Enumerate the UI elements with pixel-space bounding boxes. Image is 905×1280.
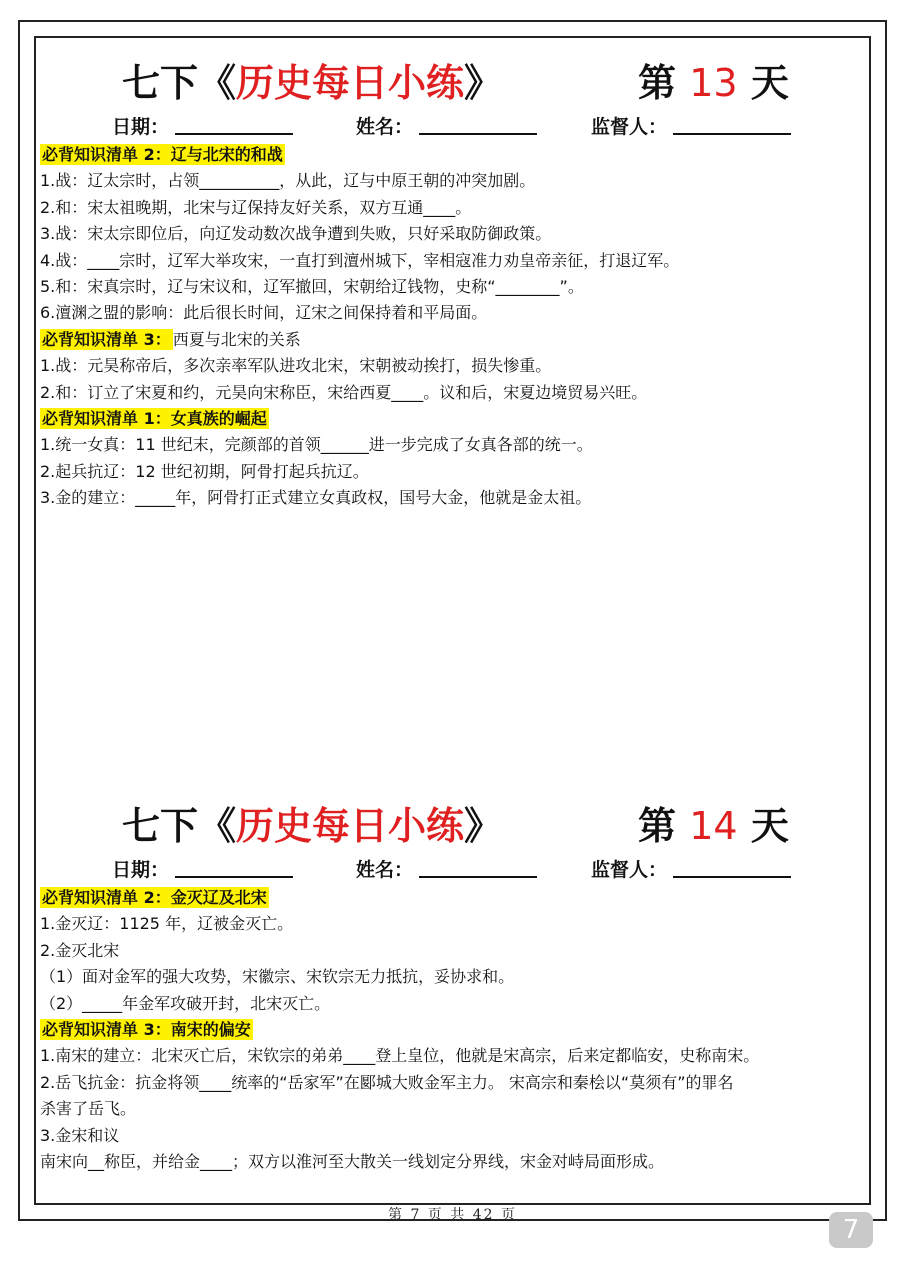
section-heading-row <box>40 406 865 432</box>
line-text: 西夏与北宋的关系 <box>172 329 301 349</box>
highlighted-heading: 必背知识清单 3：南宋的偏安 <box>42 1019 251 1039</box>
content-line <box>40 432 865 458</box>
content-line <box>40 991 865 1017</box>
day13-title <box>40 44 865 108</box>
line-text: 1.战：辽太宗时，占领__________，从此，辽与中原王朝的冲突加剧。 <box>40 171 536 191</box>
content-line <box>40 964 865 990</box>
content-line <box>40 1070 865 1096</box>
line-text: 3.金宋和议 <box>40 1125 120 1145</box>
content-line <box>40 1043 865 1069</box>
date-field: 日期： <box>112 112 293 139</box>
content-line <box>40 168 865 194</box>
line-text: 2.岳飞抗金：抗金将领____统率的“岳家军”在郾城大败金军主力。 宋高宗和秦桧以“莫须有”的罪名 <box>40 1072 734 1092</box>
content-line <box>40 274 865 300</box>
day14-section <box>40 787 865 1175</box>
line-text: 6.澶渊之盟的影响：此后很长时间，辽宋之间保持着和平局面。 <box>40 303 488 323</box>
line-text: 1.统一女真：11 世纪末，完颜部的首领______进一步完成了女真各部的统一。 <box>40 435 593 455</box>
content-line <box>40 353 865 379</box>
content-line <box>40 1149 865 1175</box>
content-line <box>40 1096 865 1122</box>
line-text: 南宋向__称臣，并给金____；双方以淮河至大散关一线划定分界线，宋金对峙局面形成。 <box>40 1151 665 1171</box>
line-text: 1.战：元昊称帝后，多次亲率军队进攻北宋，宋朝被动挨打，损失惨重。 <box>40 356 552 376</box>
highlighted-heading: 必背知识清单 2：金灭辽及北宋 <box>42 888 267 907</box>
line-text: 杀害了岳飞。 <box>40 1099 137 1119</box>
line-text: 1.南宋的建立：北宋灭亡后，宋钦宗的弟弟____登上皇位，他就是宋高宗，后来定都临安，史称南宋。 <box>40 1046 760 1066</box>
day14-title <box>40 787 865 851</box>
content-line <box>40 300 865 326</box>
day13-main-title: 七下《历史每日小练》 <box>122 60 503 105</box>
content-line <box>40 911 865 937</box>
line-text: （1）面对金军的强大攻势，宋徽宗、宋钦宗无力抵抗，妥协求和。 <box>40 967 515 987</box>
day13-content <box>40 142 865 511</box>
name-field: 姓名： <box>356 855 537 882</box>
section-heading-row <box>40 1017 865 1043</box>
day13-info-row <box>40 108 865 142</box>
section-heading-row <box>40 885 865 911</box>
day14-main-title: 七下《历史每日小练》 <box>122 803 503 848</box>
day13-section <box>40 44 865 511</box>
page-footer: 第 7 页 共 42 页 <box>388 1207 517 1223</box>
supervisor-field: 监督人： <box>591 112 791 139</box>
highlighted-heading: 必背知识清单 3： <box>42 329 171 349</box>
section-heading-row <box>40 142 865 168</box>
line-text: 2.金灭北宋 <box>40 940 120 960</box>
line-text: 5.和：宋真宗时，辽与宋议和，辽军撤回，宋朝给辽钱物，史称“________”。 <box>40 276 584 296</box>
line-text: （2）_____年金军攻破开封，北宋灭亡。 <box>40 993 331 1013</box>
day14-info-row <box>40 851 865 885</box>
content-line <box>40 938 865 964</box>
line-text: 2.起兵抗辽：12 世纪初期，阿骨打起兵抗辽。 <box>40 461 369 481</box>
supervisor-field: 监督人： <box>591 855 791 882</box>
line-text: 3.战：宋太宗即位后，向辽发动数次战争遭到失败，只好采取防御政策。 <box>40 224 552 244</box>
day14-content <box>40 885 865 1175</box>
day14-day-label: 第 14 天 <box>638 803 789 848</box>
line-text: 4.战：____宗时，辽军大举攻宋，一直打到澶州城下，宰相寇准力劝皇帝亲征，打退辽军。 <box>40 250 680 270</box>
line-text: 3.金的建立：_____年，阿骨打正式建立女真政权，国号大金，他就是金太祖。 <box>40 488 592 508</box>
content-line <box>40 221 865 247</box>
highlighted-heading: 必背知识清单 1：女真族的崛起 <box>42 408 267 428</box>
line-text: 2.和：宋太祖晚期，北宋与辽保持友好关系，双方互通____。 <box>40 197 472 217</box>
content-line <box>40 1123 865 1149</box>
name-field: 姓名： <box>356 112 537 139</box>
content-line <box>40 459 865 485</box>
content-line <box>40 248 865 274</box>
highlighted-heading: 必背知识清单 2：辽与北宋的和战 <box>42 145 283 164</box>
content-line <box>40 380 865 406</box>
line-text: 2.和：订立了宋夏和约，元昊向宋称臣，宋给西夏____。议和后，宋夏边境贸易兴旺。 <box>40 382 648 402</box>
line-text: 1.金灭辽：1125 年，辽被金灭亡。 <box>40 914 294 934</box>
day13-day-label: 第 13 天 <box>638 60 789 105</box>
content-line <box>40 195 865 221</box>
section-heading-row <box>40 327 865 353</box>
page-number-badge: 7 <box>829 1212 873 1248</box>
date-field: 日期： <box>112 855 293 882</box>
content-line <box>40 485 865 511</box>
